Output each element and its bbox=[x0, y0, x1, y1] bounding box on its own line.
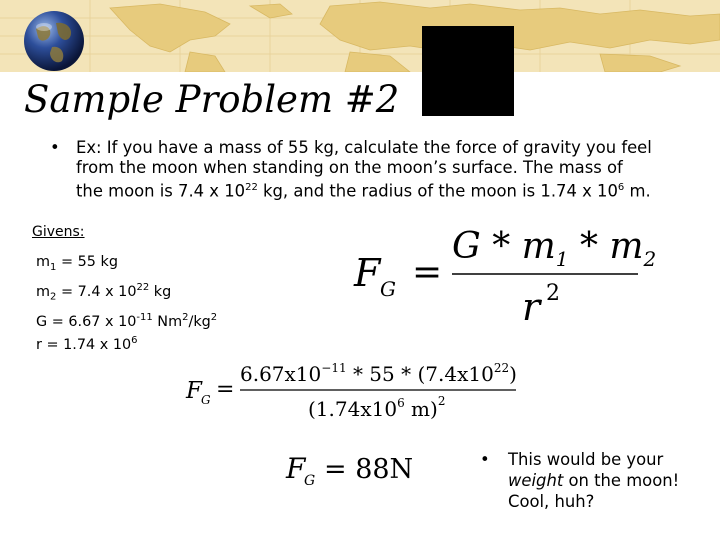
note-text: This would be your weight on the moon! Cool, huh? bbox=[508, 450, 680, 511]
formula-lhs-sub: G bbox=[380, 277, 396, 301]
substituted-lhs: F bbox=[186, 378, 202, 404]
substituted-numerator: $6.67x10^{-11} * 55 * (7.4x10^{22})$ bbox=[240, 361, 517, 386]
substituted-formula bbox=[184, 356, 524, 428]
bullet-icon: • bbox=[50, 138, 60, 157]
formula-eq: = bbox=[412, 252, 443, 293]
result-value: = 88N bbox=[324, 454, 414, 485]
given-m1: $m_1 = 55$ kg bbox=[36, 254, 118, 273]
givens-list bbox=[36, 252, 217, 355]
givens-heading: Givens: bbox=[32, 224, 85, 240]
given-m2: $m_2 = 7.4$ x $10^{22}$ kg bbox=[36, 281, 172, 303]
given-r: r = 1.74 x $10^6$ bbox=[36, 335, 138, 354]
conclusion-note bbox=[480, 449, 700, 512]
world-map-band bbox=[0, 0, 720, 72]
formula-numerator: G * $m_1 * m_2$ bbox=[452, 226, 657, 271]
crescent-moon-image bbox=[422, 26, 514, 116]
substituted-denominator: ($1.74x10^6$ m)$^2$ bbox=[308, 394, 446, 421]
formula-denominator: r bbox=[522, 285, 541, 329]
page-title: Sample Problem #2 bbox=[24, 78, 400, 121]
result-lhs: F bbox=[286, 452, 306, 485]
substituted-eq: = bbox=[216, 377, 235, 402]
substituted-lhs-sub: G bbox=[201, 393, 211, 407]
formula-den-exp: 2 bbox=[546, 281, 560, 306]
bullet-icon: • bbox=[480, 450, 490, 469]
result-formula bbox=[284, 448, 424, 488]
result-lhs-sub: G bbox=[304, 473, 316, 489]
gravity-formula bbox=[352, 222, 657, 332]
given-g: G = 6.67 x $10^{-11}$ $Nm^2/kg^2$ bbox=[36, 311, 218, 330]
problem-bullet-list bbox=[44, 138, 654, 201]
globe-icon bbox=[22, 9, 86, 73]
formula-lhs: F bbox=[354, 251, 381, 295]
problem-statement: • Ex: If you have a mass of 55 kg, calculate the force of gravity you feel from the moon when standing on the moon’s surface. The mass of the moon is 7.4 x $10^{22}$ kg, and the radius of the moon is 1.74 x $10^6$ m. bbox=[50, 138, 652, 201]
